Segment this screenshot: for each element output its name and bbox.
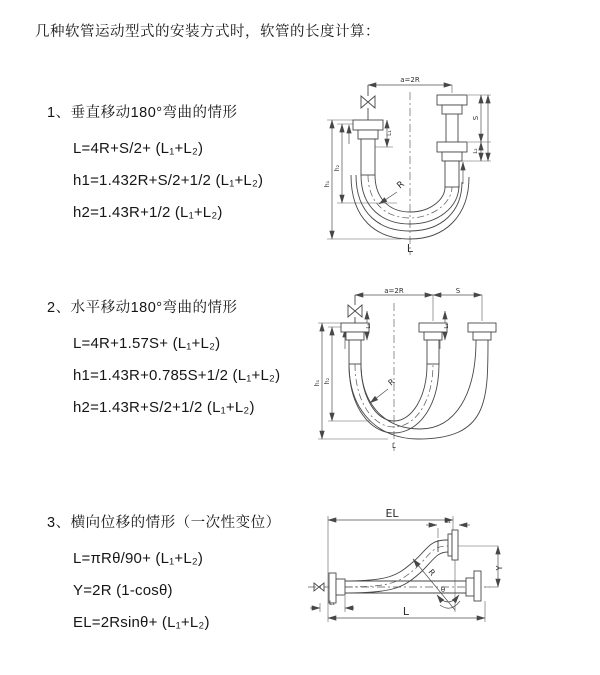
formula-line: Y=2R (1-cosθ) — [73, 581, 173, 599]
formula-line: EL=2Rsinθ+ (L₁+L₂) — [73, 613, 210, 631]
pipe-fittings — [341, 323, 496, 364]
page-title: 几种软管运动型式的安装方式时，软管的长度计算： — [35, 24, 380, 40]
dim-label-r: R — [426, 567, 437, 578]
valve-icon — [361, 85, 375, 120]
dim-label-r: R — [395, 179, 407, 192]
dim-label-a2r: a=2R — [400, 76, 420, 84]
dim-label-l1-bottom: L₁ — [329, 600, 335, 607]
dim-label-h2: h₂ — [324, 377, 331, 385]
formula-line: L=4R+S/2+ (L₁+L₂) — [73, 139, 204, 157]
dim-label-l1-top: L₁ — [445, 518, 451, 525]
dim-label-l1: L₁ — [386, 130, 393, 136]
formula-line: L=πRθ/90+ (L₁+L₂) — [73, 549, 204, 567]
dimension-lines — [318, 295, 482, 439]
dim-label-theta: θ — [440, 586, 446, 594]
dim-label-a2r: a=2R — [384, 287, 404, 295]
left-flange — [329, 573, 345, 603]
formula-line: h1=1.43R+0.785S+1/2 (L₁+L₂) — [73, 366, 281, 384]
dim-label-h1: h₁ — [314, 379, 321, 387]
formula-line: h1=1.432R+S/2+1/2 (L₁+L₂) — [73, 171, 264, 189]
section-2-heading: 2、水平移动180°弯曲的情形 — [47, 300, 238, 316]
section-3 — [35, 511, 281, 638]
section-2 — [35, 296, 280, 423]
formula-line: h2=1.43R+S/2+1/2 (L₁+L₂) — [73, 398, 255, 416]
diagram-vertical-180-bend — [305, 72, 600, 267]
section-1 — [35, 101, 263, 228]
diagram-lateral-displacement — [300, 502, 600, 632]
radius-and-angle — [413, 559, 460, 612]
dim-label-l: L — [406, 242, 414, 255]
dimension-lines — [327, 85, 491, 239]
dim-label-l1b: L₁ — [444, 323, 450, 329]
dim-label-l: L — [392, 442, 396, 450]
break-symbol — [308, 583, 329, 591]
dim-label-s: S — [472, 115, 480, 121]
section-1-heading: 1、垂直移动180°弯曲的情形 — [47, 105, 238, 121]
formula-line: h2=1.43R+1/2 (L₁+L₂) — [73, 203, 223, 221]
diagram-horizontal-180-bend — [308, 283, 598, 463]
dim-label-l: L — [402, 605, 410, 618]
valve-icon — [348, 295, 362, 323]
dim-label-y: Y — [495, 565, 504, 571]
dim-label-s: S — [455, 287, 461, 295]
formula-line: L=4R+1.57S+ (L₁+L₂) — [73, 334, 221, 352]
dim-label-h1: h₁ — [324, 180, 331, 188]
dim-label-h2: h₂ — [334, 164, 341, 172]
section-3-heading: 3、横向位移的情形（一次性变位） — [47, 515, 281, 531]
displaced-hose — [345, 530, 458, 593]
hose-curves — [349, 340, 488, 439]
dim-label-l1a: L₁ — [366, 323, 372, 329]
dim-label-l2: L₂ — [473, 148, 479, 154]
dim-label-el: EL — [385, 507, 399, 520]
dim-label-r: R — [386, 377, 397, 388]
